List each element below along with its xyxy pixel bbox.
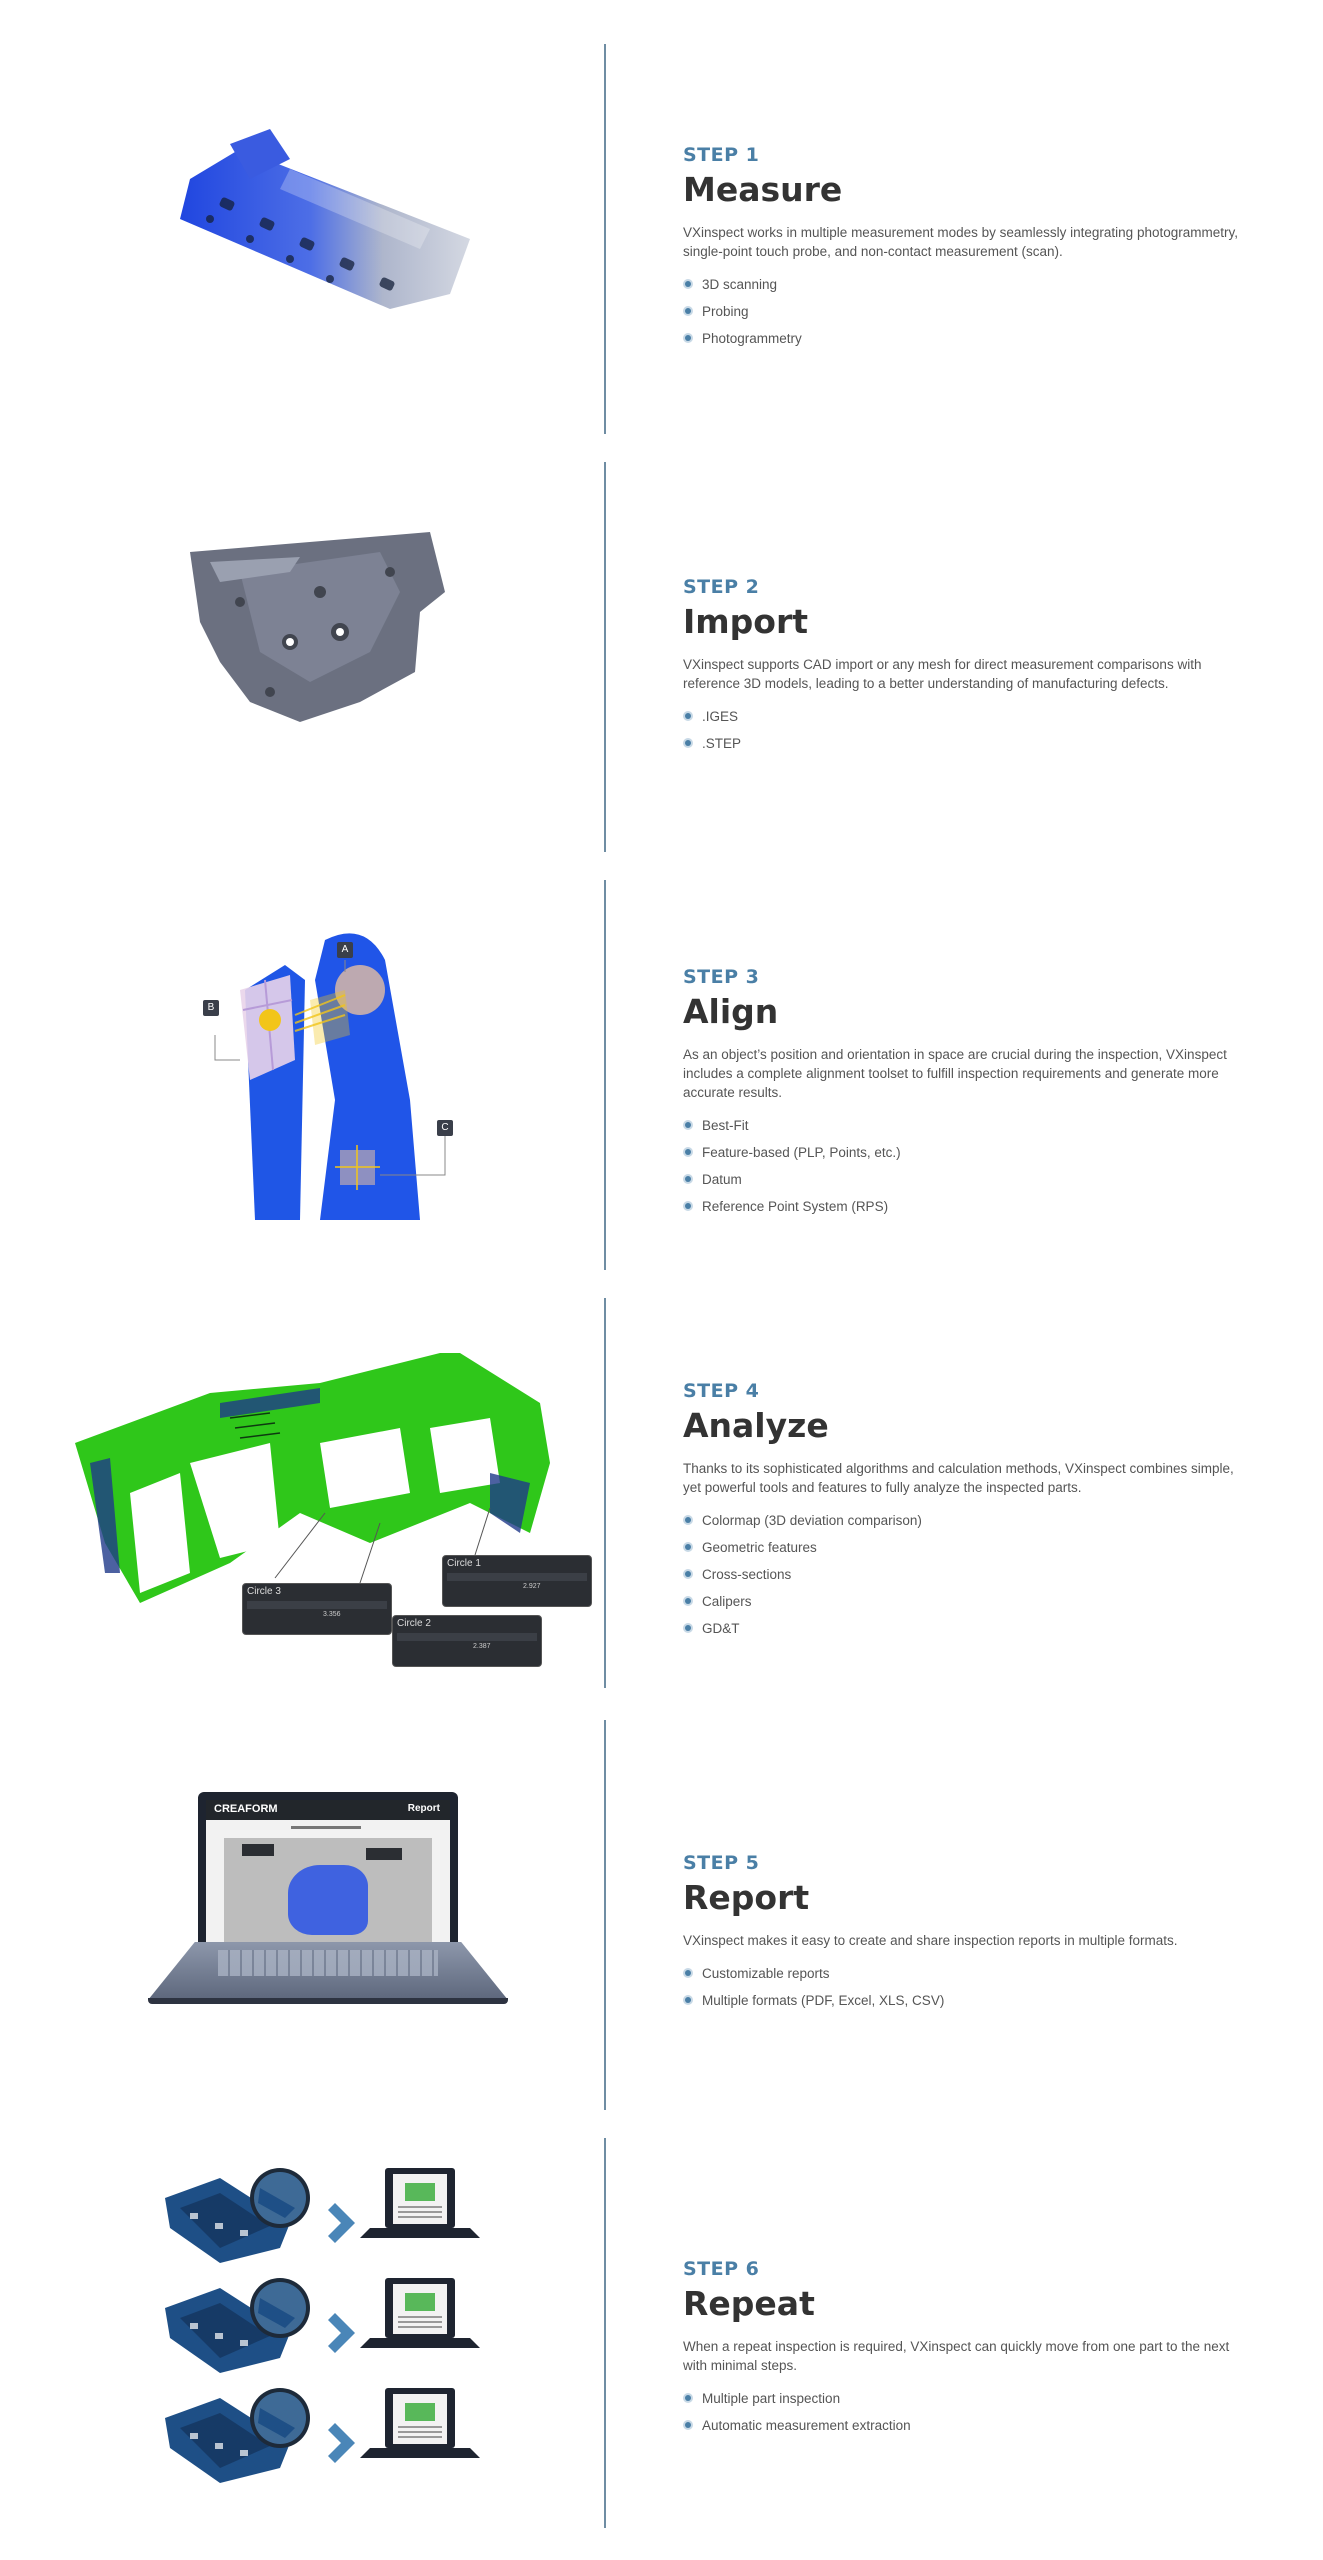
list-item: Feature-based (PLP, Points, etc.) (683, 1143, 1243, 1162)
step-6-content (683, 2258, 1243, 2443)
step-3-content (683, 966, 1243, 1224)
section-divider (604, 2138, 606, 2528)
step-title: Align (683, 992, 779, 1031)
list-item: .STEP (683, 734, 1243, 753)
alignment-part-icon (195, 920, 465, 1220)
laptop-report-icon (148, 1792, 508, 2007)
section-divider (604, 44, 606, 434)
laptop-screen (198, 1792, 458, 1942)
laptop-base (148, 1998, 508, 2004)
list-item: Reference Point System (RPS) (683, 1197, 1243, 1216)
step-bullet-list (683, 1511, 1243, 1638)
step-title: Repeat (683, 2284, 815, 2323)
step-description: VXinspect supports CAD import or any mesh for direct measurement comparisons with reference 3D models, leading to a better understanding of manufacturing defects. (683, 657, 1202, 691)
marker-b: B (203, 1000, 219, 1016)
step-5-content (683, 1852, 1243, 2018)
section-divider (604, 462, 606, 852)
step-label: STEP 6 (683, 2258, 760, 2280)
screen-report-page (206, 1820, 450, 1942)
list-item: Cross-sections (683, 1565, 1243, 1584)
list-item: Geometric features (683, 1538, 1243, 1557)
dashboard-colormap-icon (70, 1343, 600, 1650)
report-callout (242, 1844, 274, 1856)
callout-circle-1 (442, 1555, 592, 1607)
step-4-content (683, 1380, 1243, 1646)
step-bullet-list (683, 275, 1243, 348)
callout-title: Circle 3 (247, 1586, 281, 1597)
step-bullet-list (683, 1116, 1243, 1216)
callout-circle-2 (392, 1615, 542, 1667)
step-2-section (0, 462, 1323, 852)
step-4-section (0, 1298, 1323, 1688)
step-description: When a repeat inspection is required, VXinspect can quickly move from one part to the next with minimal steps. (683, 2339, 1230, 2373)
marker-c: C (437, 1120, 453, 1136)
callout-title: Circle 2 (397, 1618, 431, 1629)
callout-row (447, 1573, 587, 1581)
step-title: Report (683, 1878, 810, 1917)
step-bullet-list (683, 707, 1243, 753)
step-label: STEP 4 (683, 1380, 760, 1402)
step-description: As an object’s position and orientation in space are crucial during the inspection, VXinspect includes a complete alignment toolset to fulfill inspection requirements and generate more accurate results. (683, 1047, 1227, 1100)
callout-title: Circle 1 (447, 1558, 481, 1569)
list-item: Datum (683, 1170, 1243, 1189)
list-item: Customizable reports (683, 1964, 1243, 1983)
brand-logo: CREAFORM (214, 1803, 278, 1815)
list-item: .IGES (683, 707, 1243, 726)
list-item: Colormap (3D deviation comparison) (683, 1511, 1243, 1530)
list-item: Automatic measurement extraction (683, 2416, 1243, 2435)
report-part-icon (288, 1865, 368, 1935)
step-6-section (0, 2138, 1323, 2528)
list-item: 3D scanning (683, 275, 1243, 294)
repeat-inspection-icon (160, 2168, 500, 2498)
step-1-content (683, 144, 1243, 356)
step-label: STEP 3 (683, 966, 760, 988)
report-heading-line (291, 1826, 361, 1829)
report-callout (366, 1848, 402, 1860)
step-5-section (0, 1720, 1323, 2110)
step-title: Analyze (683, 1406, 829, 1445)
step-title: Measure (683, 170, 843, 209)
list-item: GD&T (683, 1619, 1243, 1638)
callout-value: 2.387 (473, 1643, 491, 1650)
step-description: VXinspect makes it easy to create and share inspection reports in multiple formats. (683, 1933, 1178, 1948)
callout-value: 3.356 (323, 1611, 341, 1618)
list-item: Probing (683, 302, 1243, 321)
step-1-section (0, 44, 1323, 434)
callout-row (397, 1633, 537, 1641)
step-2-content (683, 576, 1243, 761)
laptop-keys (218, 1950, 438, 1976)
list-item: Calipers (683, 1592, 1243, 1611)
screen-header (206, 1800, 450, 1820)
step-bullet-list (683, 1964, 1243, 2010)
list-item: Multiple part inspection (683, 2389, 1243, 2408)
step-label: STEP 2 (683, 576, 760, 598)
step-label: STEP 5 (683, 1852, 760, 1874)
callout-row (247, 1601, 387, 1609)
step-3-section (0, 880, 1323, 1270)
list-item: Best-Fit (683, 1116, 1243, 1135)
list-item: Photogrammetry (683, 329, 1243, 348)
section-divider (604, 880, 606, 1270)
section-divider (604, 1298, 606, 1688)
step-bullet-list (683, 2389, 1243, 2435)
step-label: STEP 1 (683, 144, 760, 166)
engine-manifold-scan-icon (180, 129, 480, 329)
step-description: Thanks to its sophisticated algorithms and calculation methods, VXinspect combines simple, yet powerful tools and features to fully analyze the inspected parts. (683, 1461, 1234, 1495)
list-item: Multiple formats (PDF, Excel, XLS, CSV) (683, 1991, 1243, 2010)
screen-title: Report (407, 1803, 440, 1814)
step-title: Import (683, 602, 809, 641)
callout-circle-3 (242, 1583, 392, 1635)
marker-a: A (337, 942, 353, 958)
callout-value: 2.927 (523, 1583, 541, 1590)
cad-part-model-icon (180, 532, 450, 732)
step-description: VXinspect works in multiple measurement modes by seamlessly integrating photogrammetry, single-point touch probe, and non-contact measurement (scan). (683, 225, 1238, 259)
section-divider (604, 1720, 606, 2110)
